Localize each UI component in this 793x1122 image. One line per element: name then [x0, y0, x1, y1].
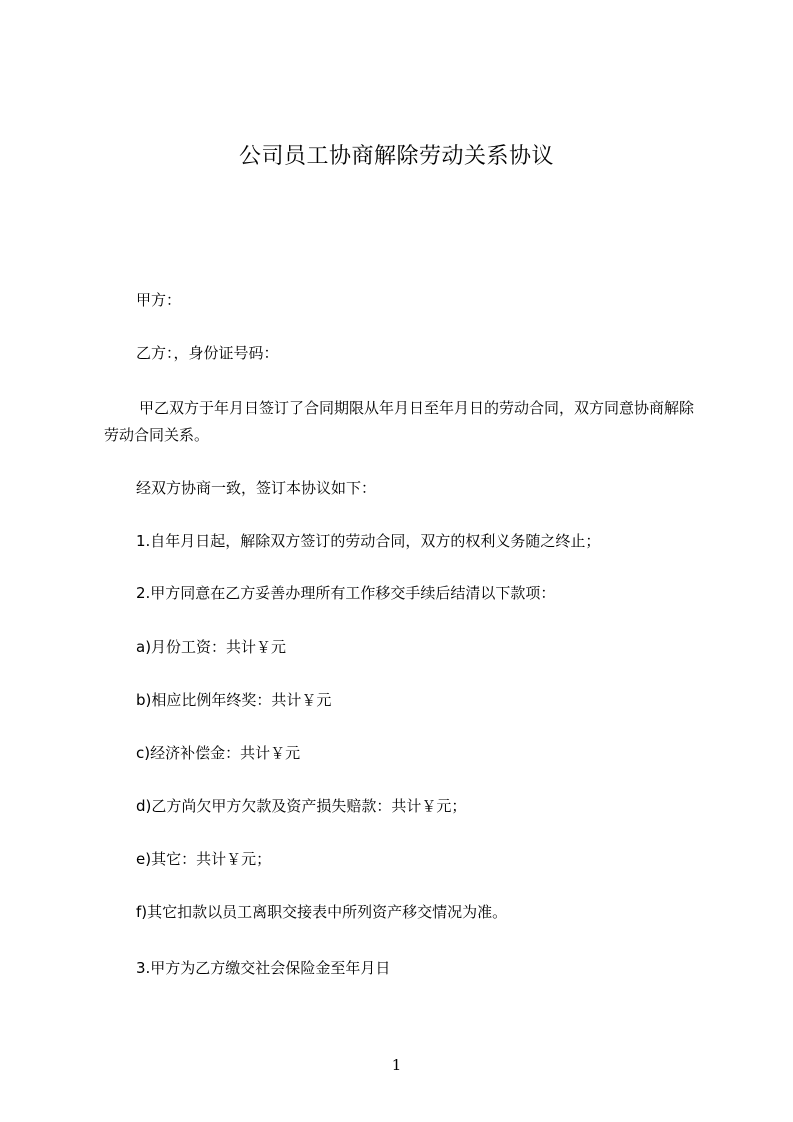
document-title: 公司员工协商解除劳动关系协议 — [238, 144, 554, 169]
item-f: f)其它扣款以员工离职交接表中所列资产移交情况为准。 — [136, 903, 508, 921]
item-d: d)乙方尚欠甲方欠款及资产损失赔款：共计￥元； — [136, 797, 467, 815]
page-number: 1 — [391, 1056, 402, 1074]
clause-3: 3.甲方为乙方缴交社会保险金至年月日 — [136, 959, 391, 977]
item-a: a)月份工资：共计￥元 — [136, 638, 287, 656]
item-c: c)经济补偿金：共计￥元 — [136, 744, 301, 762]
clause-1: 1.自年月日起，解除双方签订的劳动合同，双方的权利义务随之终止； — [136, 532, 601, 550]
item-b: b)相应比例年终奖：共计￥元 — [136, 691, 332, 709]
party-a-line: 甲方： — [136, 291, 182, 309]
party-b-line: 乙方：，身份证号码： — [136, 344, 279, 362]
item-e: e)其它：共计￥元； — [136, 850, 272, 868]
clause-2: 2.甲方同意在乙方妥善办理所有工作移交手续后结清以下款项： — [136, 584, 556, 602]
intro-paragraph: 甲乙双方于年月日签订了合同期限从年月日至年月日的劳动合同，双方同意协商解除劳动合同关系。 — [104, 399, 695, 444]
agreement-lead: 经双方协商一致，签订本协议如下： — [136, 479, 377, 497]
